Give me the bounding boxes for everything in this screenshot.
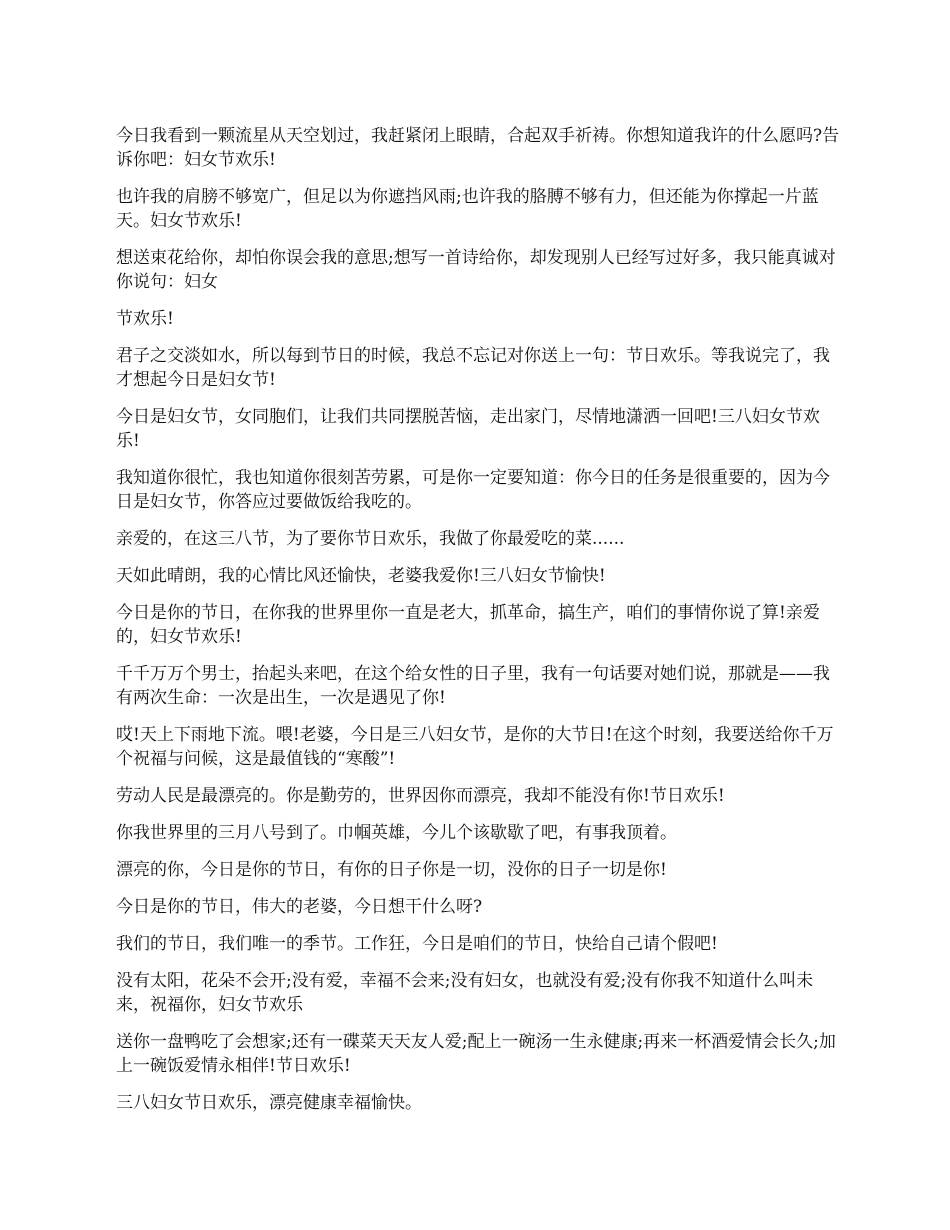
paragraph-19: 送你一盘鸭吃了会想家;还有一碟菜天天友人爱;配上一碗汤一生永健康;再来一杯酒爱情会长久;加上一碗饭爱情永相伴!节日欢乐! [116,1032,836,1076]
paragraph-7: 我知道你很忙，我也知道你很刻苦劳累，可是你一定要知道：你今日的任务是很重要的，因为今日是妇女节，你答应过要做饭给我吃的。 [116,468,830,512]
paragraph-14: 你我世界里的三月八号到了。巾帼英雄，今儿个该歇歇了吧，有事我顶着。 [116,823,677,843]
paragraph-12: 哎!天上下雨地下流。喂!老婆，今日是三八妇女节，是你的大节日!在这个时刻，我要送给你千万个祝福与问候，这是最值钱的“寒酸”! [116,725,834,769]
paragraph-6: 今日是妇女节，女同胞们，让我们共同摆脱苦恼，走出家门，尽情地潇洒一回吧!三八妇女节欢乐! [116,407,820,451]
paragraph-1: 今日我看到一颗流星从天空划过，我赶紧闭上眼睛，合起双手祈祷。你想知道我许的什么愿吗?告诉你吧：妇女节欢乐! [116,126,840,170]
paragraph-8: 亲爱的，在这三八节，为了要你节日欢乐，我做了你最爱吃的菜...... [116,529,625,549]
paragraph-13: 劳动人民是最漂亮的。你是勤劳的，世界因你而漂亮，我却不能没有你!节日欢乐! [116,786,725,806]
paragraph-3: 想送束花给你，却怕你误会我的意思;想写一首诗给你，却发现别人已经写过好多，我只能真诚对你说句：妇女 [116,248,836,292]
paragraph-15: 漂亮的你，今日是你的节日，有你的日子你是一切，没你的日子一切是你! [116,860,667,880]
paragraph-10: 今日是你的节日，在你我的世界里你一直是老大，抓革命，搞生产，咱们的事情你说了算!亲爱的，妇女节欢乐! [116,603,820,647]
document-page [116,124,840,1128]
paragraph-18: 没有太阳，花朵不会开;没有爱，幸福不会来;没有妇女，也就没有爱;没有你我不知道什么叫未来，祝福你，妇女节欢乐 [116,971,814,1015]
paragraph-11: 千千万万个男士，抬起头来吧，在这个给女性的日子里，我有一句话要对她们说，那就是——我有两次生命：一次是出生，一次是遇见了你! [116,664,830,708]
paragraph-4: 节欢乐! [116,309,174,329]
paragraph-2: 也许我的肩膀不够宽广，但足以为你遮挡风雨;也许我的胳膊不够有力，但还能为你撑起一片蓝天。妇女节欢乐! [116,187,819,231]
paragraph-5: 君子之交淡如水，所以每到节日的时候，我总不忘记对你送上一句：节日欢乐。等我说完了，我才想起今日是妇女节! [116,346,830,390]
paragraph-9: 天如此晴朗，我的心情比风还愉快，老婆我爱你!三八妇女节愉快! [116,566,606,586]
paragraph-17: 我们的节日，我们唯一的季节。工作狂，今日是咱们的节日，快给自己请个假吧! [116,934,718,954]
paragraph-16: 今日是你的节日，伟大的老婆，今日想干什么呀? [116,897,483,917]
paragraph-20: 三八妇女节日欢乐，漂亮健康幸福愉快。 [116,1093,422,1113]
